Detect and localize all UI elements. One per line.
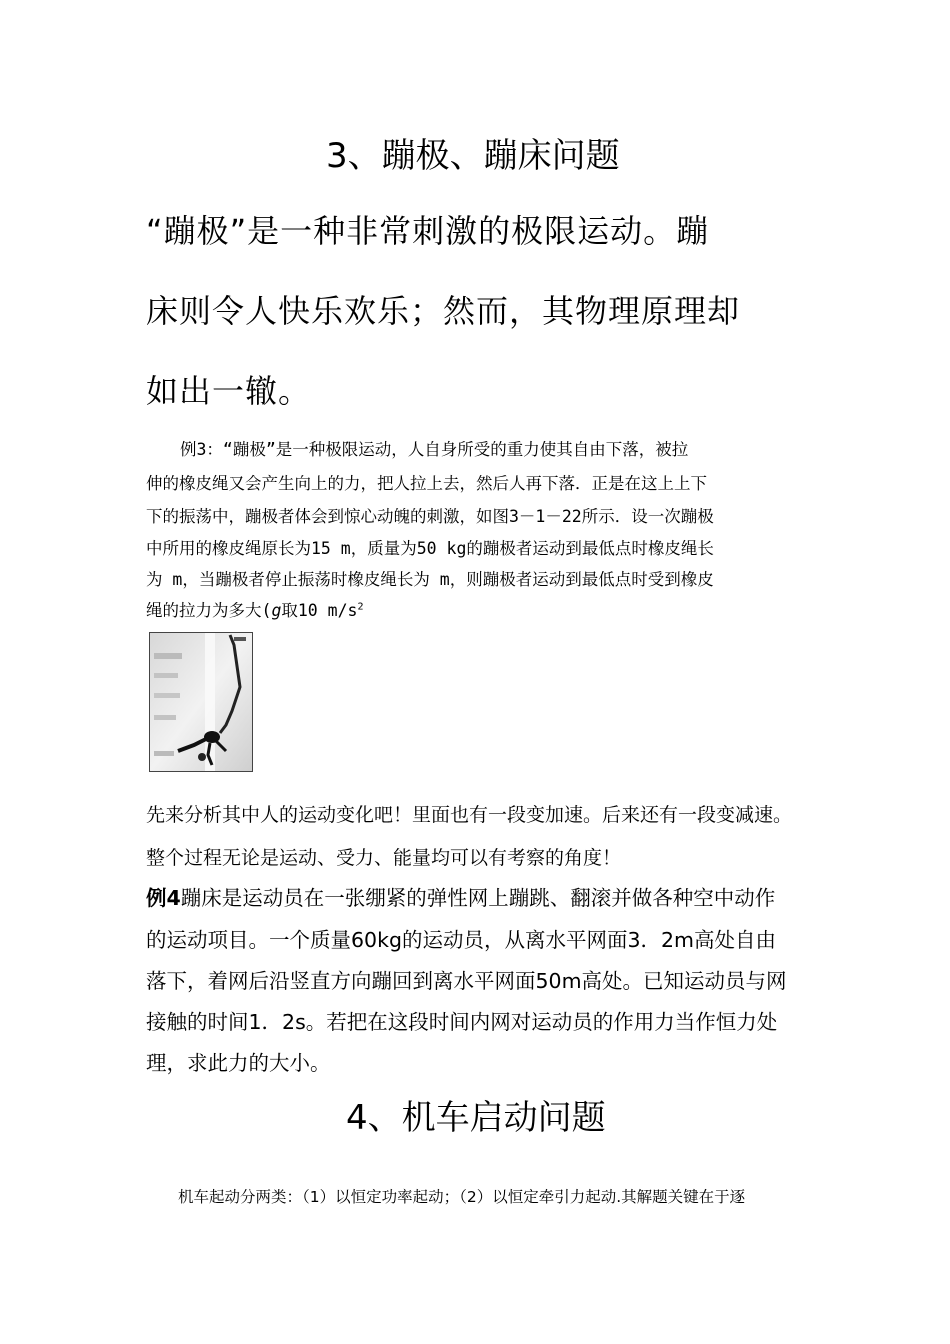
example3-line-3: 下的振荡中，蹦极者体会到惊心动魄的刺激，如图3－1－22所示．设一次蹦极 [146, 507, 714, 526]
exponent: 2 [357, 601, 364, 613]
analysis-line-2: 整个过程无论是运动、受力、能量均可以有考察的角度！ [146, 847, 622, 869]
bungee-jumper-icon [150, 633, 252, 771]
example4-line-5: 理，求此力的大小。 [146, 1051, 331, 1075]
example4-line-4: 接触的时间1．2s。若把在这段时间内网对运动员的作用力当作恒力处 [146, 1010, 778, 1034]
section4-first-line: 机车起动分两类：（1）以恒定功率起动；（2）以恒定牵引力起动.其解题关键在于逐 [178, 1188, 746, 1206]
bungee-jumper-photo [149, 632, 253, 772]
example3-line-6-start: 绳的拉力为多大( [146, 601, 272, 620]
intro-line-1: “蹦极”是一种非常刺激的极限运动。蹦 [146, 212, 710, 250]
section3-title: 3、蹦极、蹦床问题 [326, 136, 620, 176]
example3-line-2: 伸的橡皮绳又会产生向上的力，把人拉上去，然后人再下落．正是在这上上下 [146, 474, 707, 493]
gravity-value: 取10 m/s [281, 601, 358, 620]
analysis-line-1: 先来分析其中人的运动变化吧！里面也有一段变加速。后来还有一段变减速。 [146, 804, 793, 826]
intro-line-3: 如出一辙。 [146, 372, 312, 410]
section4-title: 4、机车启动问题 [346, 1098, 606, 1138]
example4-line-3: 落下，着网后沿竖直方向蹦回到离水平网面50m高处。已知运动员与网 [146, 969, 787, 993]
example3-line-6 [146, 597, 364, 621]
example3-line-1: 例3：“蹦极”是一种极限运动，人自身所受的重力使其自由下落，被拉 [180, 440, 689, 459]
example4-line-1 [146, 881, 775, 911]
example4-line-1-text: 蹦床是运动员在一张绷紧的弹性网上蹦跳、翻滚并做各种空中动作 [180, 886, 776, 910]
example4-label: 例4 [146, 886, 181, 910]
gravity-symbol: g [271, 601, 282, 620]
example3-line-4: 中所用的橡皮绳原长为15 m，质量为50 kg的蹦极者运动到最低点时橡皮绳长 [146, 539, 714, 558]
example3-line-5: 为 m，当蹦极者停止振荡时橡皮绳长为 m，则蹦极者运动到最低点时受到橡皮 [146, 570, 714, 589]
intro-line-2: 床则令人快乐欢乐；然而，其物理原理却 [146, 292, 741, 330]
example4-line-2: 的运动项目。一个质量60kg的运动员，从离水平网面3．2m高处自由 [146, 928, 777, 952]
